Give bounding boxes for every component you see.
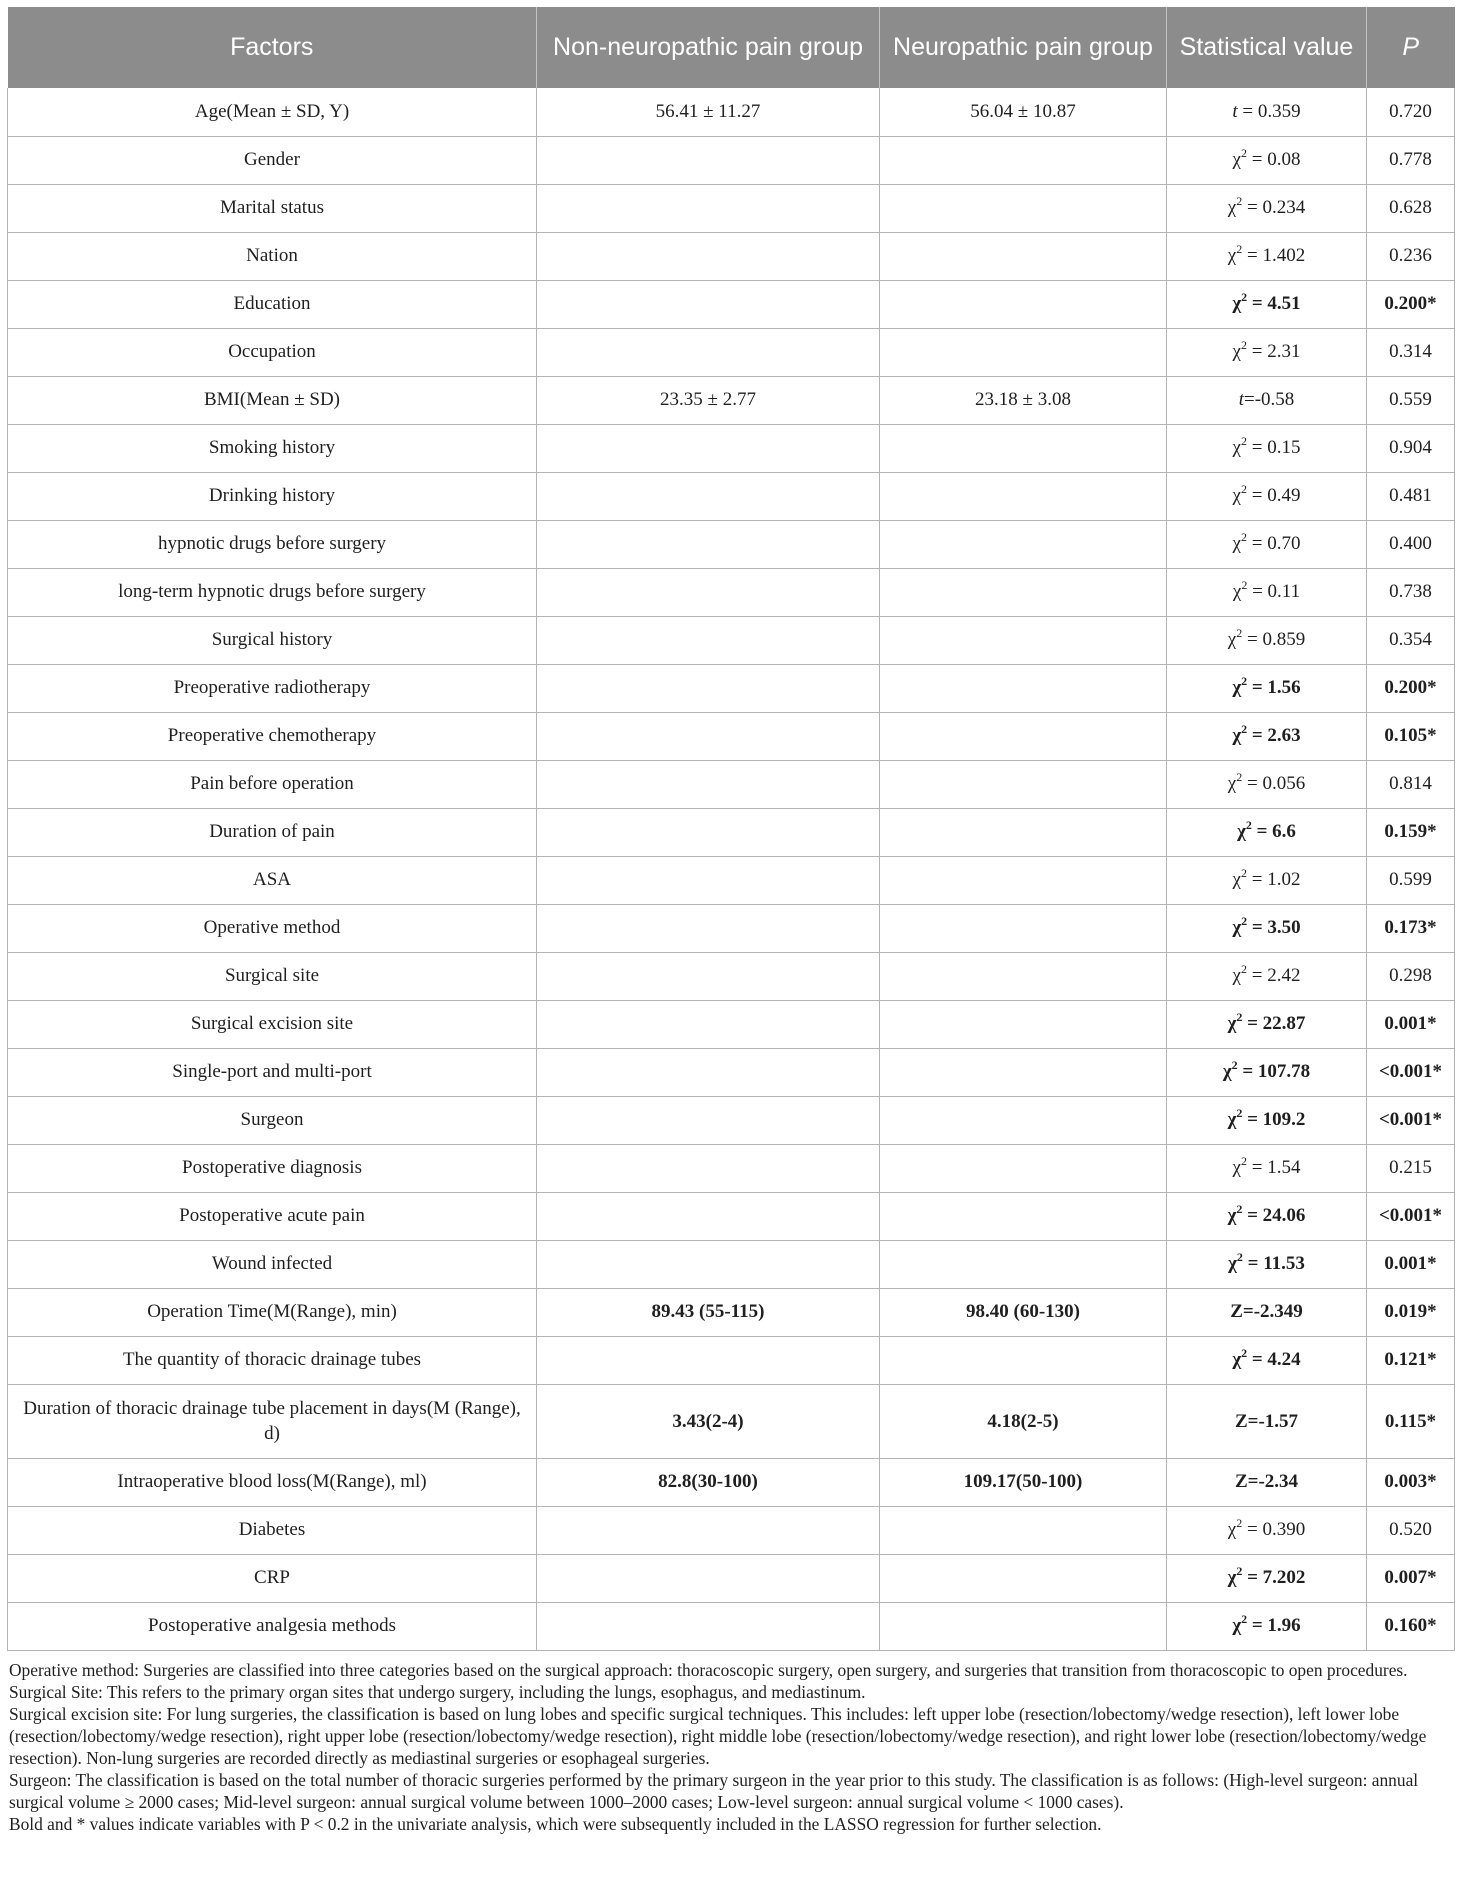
p-value-cell: 0.003* bbox=[1367, 1458, 1455, 1506]
statistical-value-cell bbox=[1167, 424, 1367, 472]
footnote-operative-method: Operative method: Surgeries are classified into three categories based on the surgical approach: thoracoscopic surgery, open surgery, and surgeries that transition from thoracoscopic to open procedures. bbox=[9, 1659, 1408, 1680]
statistic-symbol: χ bbox=[1227, 629, 1237, 650]
statistic-value: = 1.54 bbox=[1246, 1157, 1301, 1178]
p-value-cell: 0.814 bbox=[1367, 760, 1455, 808]
statistic-symbol: χ bbox=[1232, 917, 1242, 938]
statistic-value: = 22.87 bbox=[1242, 1013, 1306, 1034]
statistical-value-cell bbox=[1167, 376, 1367, 424]
non-neuropathic-cell: 56.41 ± 11.27 bbox=[537, 88, 880, 136]
factor-cell: BMI(Mean ± SD) bbox=[8, 376, 537, 424]
statistic-symbol: t bbox=[1238, 389, 1244, 410]
statistical-value-cell bbox=[1167, 472, 1367, 520]
table-row bbox=[8, 1602, 1455, 1650]
factor-cell: Preoperative chemotherapy bbox=[8, 712, 537, 760]
statistic-value: Z=-1.57 bbox=[1234, 1410, 1299, 1432]
statistical-value-cell bbox=[1167, 808, 1367, 856]
statistic-value: = 0.234 bbox=[1242, 197, 1306, 218]
non-neuropathic-cell bbox=[537, 328, 880, 376]
statistic-symbol: χ bbox=[1232, 677, 1242, 698]
statistical-value-cell bbox=[1167, 1192, 1367, 1240]
factor-cell: CRP bbox=[8, 1554, 537, 1602]
neuropathic-cell bbox=[880, 1240, 1167, 1288]
p-value-cell: 0.720 bbox=[1367, 88, 1455, 136]
table-row bbox=[8, 952, 1455, 1000]
neuropathic-cell: 4.18(2-5) bbox=[880, 1384, 1167, 1458]
statistic-value: = 1.02 bbox=[1246, 869, 1301, 890]
factor-cell: Diabetes bbox=[8, 1506, 537, 1554]
p-value-cell: 0.115* bbox=[1367, 1384, 1455, 1458]
statistic-symbol: χ bbox=[1232, 1615, 1242, 1636]
non-neuropathic-cell bbox=[537, 1602, 880, 1650]
table-row bbox=[8, 184, 1455, 232]
statistic-symbol: χ bbox=[1232, 485, 1241, 506]
factor-cell: Wound infected bbox=[8, 1240, 537, 1288]
table-row bbox=[8, 760, 1455, 808]
factor-cell: Age(Mean ± SD, Y) bbox=[8, 88, 537, 136]
statistical-value-cell bbox=[1167, 904, 1367, 952]
table-row bbox=[8, 232, 1455, 280]
statistic-superscript: 2 bbox=[1240, 146, 1247, 160]
statistic-value: = 0.11 bbox=[1247, 581, 1301, 602]
statistical-value-cell bbox=[1167, 184, 1367, 232]
factor-cell: Drinking history bbox=[8, 472, 537, 520]
neuropathic-cell bbox=[880, 232, 1167, 280]
statistic-superscript: 2 bbox=[1240, 482, 1247, 496]
neuropathic-cell: 23.18 ± 3.08 bbox=[880, 376, 1167, 424]
non-neuropathic-cell bbox=[537, 1240, 880, 1288]
non-neuropathic-cell bbox=[537, 568, 880, 616]
statistical-value-cell bbox=[1167, 1288, 1367, 1336]
statistic-superscript: 2 bbox=[1236, 194, 1243, 208]
table-row bbox=[8, 376, 1455, 424]
statistic-value: = 0.859 bbox=[1242, 629, 1306, 650]
p-value-cell: 0.121* bbox=[1367, 1336, 1455, 1384]
statistic-value: = 0.70 bbox=[1246, 533, 1301, 554]
statistical-value-cell bbox=[1167, 1240, 1367, 1288]
p-value-cell: 0.628 bbox=[1367, 184, 1455, 232]
table-row bbox=[8, 1554, 1455, 1602]
footnote-surgical-excision-site: Surgical excision site: For lung surgeries, the classification is based on lung lobes and specific surgical techniques. This includes: left upper lobe (resection/lobectomy/wedge resection), left lower lobe (resection/lobectomy/wedge resection), right upper lobe (resection/lobectomy/wedge resection), right middle lobe (resection/lobectomy/wedge resection), and right lower lobe (resection/lobectomy/wedge resection). Non-lung surgeries are recorded directly as mediastinal surgeries or esophageal surgeries. bbox=[9, 1703, 1427, 1768]
p-value-cell: 0.173* bbox=[1367, 904, 1455, 952]
table-figure bbox=[7, 7, 1454, 1835]
table-row bbox=[8, 1384, 1455, 1458]
statistical-value-cell bbox=[1167, 520, 1367, 568]
table-row bbox=[8, 1240, 1455, 1288]
statistic-value: = 0.390 bbox=[1242, 1519, 1306, 1540]
non-neuropathic-cell bbox=[537, 808, 880, 856]
statistical-value-cell bbox=[1167, 760, 1367, 808]
neuropathic-cell bbox=[880, 760, 1167, 808]
statistical-value-cell bbox=[1167, 1336, 1367, 1384]
factor-cell: Single-port and multi-port bbox=[8, 1048, 537, 1096]
table-row bbox=[8, 1458, 1455, 1506]
factor-cell: Surgeon bbox=[8, 1096, 537, 1144]
factor-cell: Postoperative diagnosis bbox=[8, 1144, 537, 1192]
statistic-value: = 109.2 bbox=[1242, 1109, 1306, 1130]
table-row bbox=[8, 1048, 1455, 1096]
statistic-symbol: χ bbox=[1232, 341, 1241, 362]
statistic-value: =-0.58 bbox=[1243, 389, 1295, 410]
non-neuropathic-cell bbox=[537, 1192, 880, 1240]
neuropathic-cell bbox=[880, 1048, 1167, 1096]
statistic-superscript: 2 bbox=[1236, 770, 1243, 784]
footnote-surgeon: Surgeon: The classification is based on the total number of thoracic surgeries performed by the primary surgeon in the year prior to this study. The classification is as follows: (High-level surgeon: annual surgical volume ≥ 2000 cases; Mid-level surgeon: annual surgical volume between 1000–2000 cases; Low-level surgeon: annual surgical volume < 1000 cases). bbox=[9, 1769, 1419, 1812]
statistical-value-cell bbox=[1167, 568, 1367, 616]
statistic-symbol: χ bbox=[1227, 197, 1237, 218]
statistic-value: = 11.53 bbox=[1242, 1253, 1305, 1274]
statistic-symbol: χ bbox=[1232, 533, 1241, 554]
statistic-superscript: 2 bbox=[1245, 818, 1252, 832]
neuropathic-cell bbox=[880, 280, 1167, 328]
factor-cell: Surgical site bbox=[8, 952, 537, 1000]
table-row bbox=[8, 1096, 1455, 1144]
neuropathic-cell bbox=[880, 424, 1167, 472]
footnotes bbox=[7, 1659, 1454, 1835]
p-value-cell: 0.520 bbox=[1367, 1506, 1455, 1554]
neuropathic-cell bbox=[880, 664, 1167, 712]
table-row bbox=[8, 568, 1455, 616]
p-value-cell: 0.105* bbox=[1367, 712, 1455, 760]
statistic-superscript: 2 bbox=[1236, 1106, 1243, 1120]
table-row bbox=[8, 1506, 1455, 1554]
p-value-cell: <0.001* bbox=[1367, 1096, 1455, 1144]
factor-cell: Intraoperative blood loss(M(Range), ml) bbox=[8, 1458, 537, 1506]
p-value-cell: 0.481 bbox=[1367, 472, 1455, 520]
statistic-symbol: χ bbox=[1232, 293, 1242, 314]
statistic-value: = 2.42 bbox=[1246, 965, 1301, 986]
statistic-superscript: 2 bbox=[1236, 242, 1243, 256]
statistic-symbol: χ bbox=[1227, 1519, 1237, 1540]
statistic-superscript: 2 bbox=[1240, 338, 1247, 352]
table-row bbox=[8, 712, 1455, 760]
statistic-superscript: 2 bbox=[1236, 1250, 1243, 1264]
neuropathic-cell bbox=[880, 1506, 1167, 1554]
neuropathic-cell bbox=[880, 136, 1167, 184]
statistical-value-cell bbox=[1167, 664, 1367, 712]
p-value-cell: 0.019* bbox=[1367, 1288, 1455, 1336]
statistic-symbol: χ bbox=[1232, 149, 1241, 170]
p-value-cell: 0.559 bbox=[1367, 376, 1455, 424]
p-value-cell: 0.159* bbox=[1367, 808, 1455, 856]
table-row bbox=[8, 328, 1455, 376]
non-neuropathic-cell bbox=[537, 232, 880, 280]
factor-cell: Duration of thoracic drainage tube placement in days(M (Range), d) bbox=[8, 1384, 537, 1458]
statistic-symbol: χ bbox=[1232, 437, 1241, 458]
neuropathic-cell bbox=[880, 712, 1167, 760]
statistic-superscript: 2 bbox=[1240, 530, 1247, 544]
non-neuropathic-cell: 23.35 ± 2.77 bbox=[537, 376, 880, 424]
table-row bbox=[8, 616, 1455, 664]
statistic-symbol: χ bbox=[1227, 1013, 1237, 1034]
factors-table bbox=[7, 7, 1455, 1651]
p-value-cell: 0.200* bbox=[1367, 664, 1455, 712]
statistical-value-cell bbox=[1167, 88, 1367, 136]
statistic-superscript: 2 bbox=[1241, 1346, 1248, 1360]
non-neuropathic-cell bbox=[537, 1144, 880, 1192]
statistic-superscript: 2 bbox=[1241, 1612, 1248, 1626]
statistic-symbol: χ bbox=[1232, 869, 1241, 890]
factor-cell: The quantity of thoracic drainage tubes bbox=[8, 1336, 537, 1384]
factor-cell: ASA bbox=[8, 856, 537, 904]
statistic-value: = 107.78 bbox=[1237, 1061, 1311, 1082]
table-row bbox=[8, 1192, 1455, 1240]
statistical-value-cell bbox=[1167, 1458, 1367, 1506]
non-neuropathic-cell bbox=[537, 712, 880, 760]
non-neuropathic-cell: 89.43 (55-115) bbox=[537, 1288, 880, 1336]
statistic-value: = 3.50 bbox=[1247, 917, 1301, 938]
statistic-value: = 1.402 bbox=[1242, 245, 1306, 266]
statistical-value-cell bbox=[1167, 328, 1367, 376]
factor-cell: Surgical history bbox=[8, 616, 537, 664]
statistic-superscript: 2 bbox=[1240, 866, 1247, 880]
non-neuropathic-cell bbox=[537, 856, 880, 904]
statistic-value: = 6.6 bbox=[1251, 821, 1296, 842]
factor-cell: Postoperative acute pain bbox=[8, 1192, 537, 1240]
statistic-value: = 0.49 bbox=[1246, 485, 1301, 506]
statistic-value: = 2.31 bbox=[1246, 341, 1301, 362]
table-row bbox=[8, 856, 1455, 904]
statistic-superscript: 2 bbox=[1240, 434, 1247, 448]
p-value-cell: 0.354 bbox=[1367, 616, 1455, 664]
statistic-symbol: χ bbox=[1227, 1567, 1237, 1588]
statistical-value-cell bbox=[1167, 1602, 1367, 1650]
statistic-superscript: 2 bbox=[1231, 1058, 1238, 1072]
statistical-value-cell bbox=[1167, 1144, 1367, 1192]
neuropathic-cell bbox=[880, 472, 1167, 520]
header-p-value: P bbox=[1367, 7, 1455, 88]
non-neuropathic-cell: 82.8(30-100) bbox=[537, 1458, 880, 1506]
non-neuropathic-cell bbox=[537, 136, 880, 184]
factor-cell: Nation bbox=[8, 232, 537, 280]
statistic-symbol: χ bbox=[1222, 1061, 1232, 1082]
neuropathic-cell: 109.17(50-100) bbox=[880, 1458, 1167, 1506]
statistic-superscript: 2 bbox=[1236, 1516, 1243, 1530]
neuropathic-cell bbox=[880, 520, 1167, 568]
statistic-value: Z=-2.34 bbox=[1234, 1471, 1299, 1492]
statistic-value: = 24.06 bbox=[1242, 1205, 1306, 1226]
p-value-cell: 0.904 bbox=[1367, 424, 1455, 472]
statistic-superscript: 2 bbox=[1241, 722, 1248, 736]
table-row bbox=[8, 472, 1455, 520]
p-value-cell: 0.200* bbox=[1367, 280, 1455, 328]
footnote-surgical-site: Surgical Site: This refers to the primary organ sites that undergo surgery, including the lungs, esophagus, and mediastinum. bbox=[9, 1681, 866, 1702]
statistic-value: = 1.56 bbox=[1247, 677, 1301, 698]
table-row bbox=[8, 424, 1455, 472]
statistic-superscript: 2 bbox=[1241, 674, 1248, 688]
non-neuropathic-cell bbox=[537, 616, 880, 664]
factor-cell: long-term hypnotic drugs before surgery bbox=[8, 568, 537, 616]
neuropathic-cell bbox=[880, 184, 1167, 232]
neuropathic-cell: 98.40 (60-130) bbox=[880, 1288, 1167, 1336]
factor-cell: Pain before operation bbox=[8, 760, 537, 808]
factor-cell: Postoperative analgesia methods bbox=[8, 1602, 537, 1650]
statistic-symbol: χ bbox=[1227, 773, 1237, 794]
statistical-value-cell bbox=[1167, 1096, 1367, 1144]
non-neuropathic-cell bbox=[537, 424, 880, 472]
p-value-cell: 0.007* bbox=[1367, 1554, 1455, 1602]
factor-cell: Gender bbox=[8, 136, 537, 184]
neuropathic-cell bbox=[880, 856, 1167, 904]
p-value-cell: 0.599 bbox=[1367, 856, 1455, 904]
statistical-value-cell bbox=[1167, 712, 1367, 760]
p-value-cell: 0.314 bbox=[1367, 328, 1455, 376]
factor-cell: Preoperative radiotherapy bbox=[8, 664, 537, 712]
factor-cell: Marital status bbox=[8, 184, 537, 232]
statistical-value-cell bbox=[1167, 616, 1367, 664]
statistic-superscript: 2 bbox=[1240, 1154, 1247, 1168]
statistic-value: = 0.359 bbox=[1237, 100, 1301, 122]
non-neuropathic-cell bbox=[537, 1336, 880, 1384]
table-row bbox=[8, 1000, 1455, 1048]
statistic-value: = 0.056 bbox=[1242, 773, 1306, 794]
header-factors: Factors bbox=[8, 7, 537, 88]
factor-cell: Education bbox=[8, 280, 537, 328]
statistical-value-cell bbox=[1167, 952, 1367, 1000]
table-row bbox=[8, 136, 1455, 184]
p-value-cell: 0.160* bbox=[1367, 1602, 1455, 1650]
neuropathic-cell bbox=[880, 904, 1167, 952]
statistic-symbol: χ bbox=[1227, 1205, 1237, 1226]
p-value-cell: <0.001* bbox=[1367, 1192, 1455, 1240]
table-row bbox=[8, 664, 1455, 712]
statistic-superscript: 2 bbox=[1240, 962, 1247, 976]
statistic-symbol: χ bbox=[1227, 245, 1237, 266]
statistic-superscript: 2 bbox=[1236, 1202, 1243, 1216]
statistic-symbol: χ bbox=[1232, 965, 1241, 986]
neuropathic-cell bbox=[880, 1554, 1167, 1602]
non-neuropathic-cell bbox=[537, 280, 880, 328]
neuropathic-cell bbox=[880, 1000, 1167, 1048]
statistical-value-cell bbox=[1167, 232, 1367, 280]
statistic-value: = 4.24 bbox=[1247, 1349, 1301, 1370]
statistic-symbol: χ bbox=[1232, 1157, 1241, 1178]
table-row bbox=[8, 808, 1455, 856]
table-row bbox=[8, 1144, 1455, 1192]
neuropathic-cell bbox=[880, 1144, 1167, 1192]
statistical-value-cell bbox=[1167, 1000, 1367, 1048]
statistic-value: Z=-2.349 bbox=[1230, 1301, 1303, 1322]
header-non-neuropathic: Non-neuropathic pain group bbox=[537, 7, 880, 88]
p-value-cell: 0.778 bbox=[1367, 136, 1455, 184]
non-neuropathic-cell bbox=[537, 1000, 880, 1048]
non-neuropathic-cell bbox=[537, 904, 880, 952]
non-neuropathic-cell bbox=[537, 1554, 880, 1602]
neuropathic-cell bbox=[880, 616, 1167, 664]
header-statistical-value: Statistical value bbox=[1167, 7, 1367, 88]
non-neuropathic-cell bbox=[537, 664, 880, 712]
statistic-superscript: 2 bbox=[1236, 1564, 1243, 1578]
statistic-superscript: 2 bbox=[1241, 578, 1248, 592]
non-neuropathic-cell bbox=[537, 472, 880, 520]
table-row bbox=[8, 280, 1455, 328]
p-value-cell: 0.738 bbox=[1367, 568, 1455, 616]
factor-cell: Duration of pain bbox=[8, 808, 537, 856]
p-value-cell: 0.400 bbox=[1367, 520, 1455, 568]
non-neuropathic-cell bbox=[537, 952, 880, 1000]
p-value-cell: <0.001* bbox=[1367, 1048, 1455, 1096]
statistical-value-cell bbox=[1167, 1384, 1367, 1458]
neuropathic-cell bbox=[880, 1096, 1167, 1144]
statistic-value: = 7.202 bbox=[1242, 1567, 1306, 1588]
header-neuropathic: Neuropathic pain group bbox=[880, 7, 1167, 88]
statistic-value: = 2.63 bbox=[1247, 725, 1301, 746]
non-neuropathic-cell bbox=[537, 760, 880, 808]
table-row bbox=[8, 520, 1455, 568]
neuropathic-cell bbox=[880, 1336, 1167, 1384]
statistic-value: = 1.96 bbox=[1247, 1615, 1301, 1636]
neuropathic-cell: 56.04 ± 10.87 bbox=[880, 88, 1167, 136]
factor-cell: hypnotic drugs before surgery bbox=[8, 520, 537, 568]
footnote-bold-legend: Bold and * values indicate variables with P < 0.2 in the univariate analysis, which were subsequently included in the LASSO regression for further selection. bbox=[9, 1813, 1102, 1834]
neuropathic-cell bbox=[880, 1192, 1167, 1240]
statistic-superscript: 2 bbox=[1236, 626, 1243, 640]
statistic-symbol: χ bbox=[1228, 1253, 1237, 1274]
non-neuropathic-cell bbox=[537, 1506, 880, 1554]
neuropathic-cell bbox=[880, 952, 1167, 1000]
statistic-superscript: 2 bbox=[1241, 290, 1248, 304]
neuropathic-cell bbox=[880, 1602, 1167, 1650]
table-row bbox=[8, 1288, 1455, 1336]
statistic-symbol: χ bbox=[1232, 725, 1242, 746]
p-value-cell: 0.236 bbox=[1367, 232, 1455, 280]
non-neuropathic-cell: 3.43(2-4) bbox=[537, 1384, 880, 1458]
header-row bbox=[8, 7, 1455, 88]
factor-cell: Occupation bbox=[8, 328, 537, 376]
statistical-value-cell bbox=[1167, 1048, 1367, 1096]
statistic-superscript: 2 bbox=[1236, 1010, 1243, 1024]
statistic-value: = 0.15 bbox=[1246, 437, 1301, 458]
statistic-value: = 4.51 bbox=[1247, 293, 1301, 314]
neuropathic-cell bbox=[880, 568, 1167, 616]
neuropathic-cell bbox=[880, 328, 1167, 376]
statistic-value: = 0.08 bbox=[1246, 149, 1301, 170]
factor-cell: Surgical excision site bbox=[8, 1000, 537, 1048]
statistical-value-cell bbox=[1167, 1554, 1367, 1602]
p-value-cell: 0.001* bbox=[1367, 1240, 1455, 1288]
table-row bbox=[8, 88, 1455, 136]
statistic-superscript: 2 bbox=[1241, 914, 1248, 928]
statistic-symbol: χ bbox=[1227, 1109, 1237, 1130]
statistical-value-cell bbox=[1167, 856, 1367, 904]
non-neuropathic-cell bbox=[537, 184, 880, 232]
statistical-value-cell bbox=[1167, 280, 1367, 328]
non-neuropathic-cell bbox=[537, 1048, 880, 1096]
p-value-cell: 0.001* bbox=[1367, 1000, 1455, 1048]
statistic-symbol: t bbox=[1232, 100, 1238, 122]
factor-cell: Operation Time(M(Range), min) bbox=[8, 1288, 537, 1336]
table-row bbox=[8, 904, 1455, 952]
non-neuropathic-cell bbox=[537, 520, 880, 568]
table-row bbox=[8, 1336, 1455, 1384]
statistic-symbol: χ bbox=[1237, 821, 1246, 842]
p-value-cell: 0.298 bbox=[1367, 952, 1455, 1000]
neuropathic-cell bbox=[880, 808, 1167, 856]
factor-cell: Smoking history bbox=[8, 424, 537, 472]
p-value-cell: 0.215 bbox=[1367, 1144, 1455, 1192]
non-neuropathic-cell bbox=[537, 1096, 880, 1144]
statistical-value-cell bbox=[1167, 136, 1367, 184]
statistical-value-cell bbox=[1167, 1506, 1367, 1554]
statistic-symbol: χ bbox=[1232, 581, 1242, 602]
table-body bbox=[8, 88, 1455, 1650]
statistic-symbol: χ bbox=[1232, 1349, 1242, 1370]
factor-cell: Operative method bbox=[8, 904, 537, 952]
